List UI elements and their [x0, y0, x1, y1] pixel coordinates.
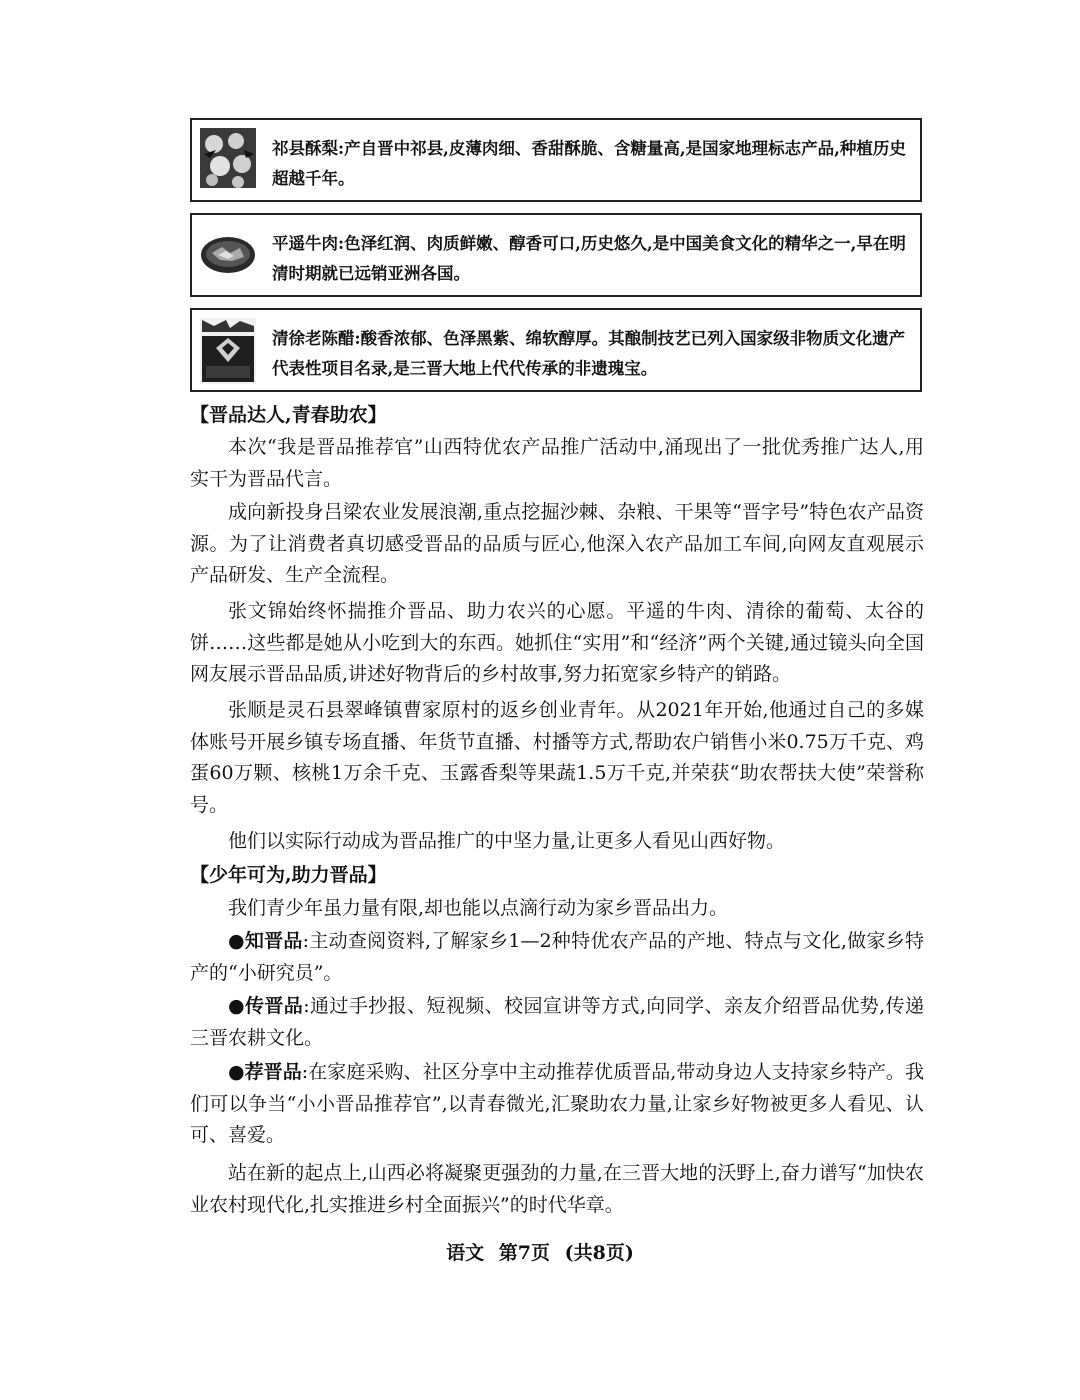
product-card-vinegar [190, 308, 922, 392]
list-item-know [190, 926, 924, 989]
list-item-recommend [190, 1057, 924, 1152]
list-item-lead: ●传晋品 [228, 995, 304, 1017]
section-heading-talent: 【晋品达人,青春助农】 [190, 404, 387, 426]
page-footer: 语文 第7页 (共8页) [446, 1242, 634, 1264]
beef-dish-photo [200, 223, 256, 283]
paragraph: 张文锦始终怀揣推介晋品、助力农兴的心愿。平遥的牛肉、清徐的葡萄、太谷的饼……这些都是她从小吃到大的东西。她抓住“实用”和“经济”两个关键,通过镜头向全国网友展示晋品品质,讲述好物背后的乡村故事,努力拓宽家乡特产的销路。 [190, 600, 924, 686]
product-text-pear: 祁县酥梨:产自晋中祁县,皮薄肉细、香甜酥脆、含糖量高,是国家地理标志产品,种植历史超越千年。 [272, 139, 906, 188]
product-text-vinegar: 清徐老陈醋:酸香浓郁、色泽黑紫、绵软醇厚。其酿制技艺已列入国家级非物质文化遗产代表性项目名录,是三晋大地上代代传承的非遗瑰宝。 [272, 329, 906, 378]
list-item-spread [190, 991, 924, 1054]
product-card-beef [190, 213, 922, 297]
product-text-beef: 平遥牛肉:色泽红润、肉质鲜嫩、醇香可口,历史悠久,是中国美食文化的精华之一,早在明清时期就已远销亚洲各国。 [272, 234, 906, 283]
list-item-text: :主动查阅资料,了解家乡1—2种特优农产品的产地、特点与文化,做家乡特产的“小研究员”。 [190, 930, 924, 984]
vinegar-jar-photo [200, 318, 256, 378]
paragraph: 张顺是灵石县翠峰镇曹家原村的返乡创业青年。从2021年开始,他通过自己的多媒体账号开展乡镇专场直播、年货节直播、村播等方式,帮助农户销售小米0.75万千克、鸡蛋60万颗、核桃1万余千克、玉露香梨等果蔬1.5万千克,并荣获“助农帮扶大使”荣誉称号。 [190, 699, 924, 817]
section-heading-youth: 【少年可为,助力晋品】 [190, 864, 387, 886]
paragraph: 我们青少年虽力量有限,却也能以点滴行动为家乡晋品出力。 [228, 897, 729, 919]
list-item-text: :在家庭采购、社区分享中主动推荐优质晋品,带动身边人支持家乡特产。我们可以争当“小小晋品推荐官”,以青春微光,汇聚助农力量,让家乡好物被更多人看见、认可、喜爱。 [190, 1061, 924, 1147]
closing-paragraph: 站在新的起点上,山西必将凝聚更强劲的力量,在三晋大地的沃野上,奋力谱写“加快农业农村现代化,扎实推进乡村全面振兴”的时代华章。 [190, 1162, 924, 1216]
list-item-text: :通过手抄报、短视频、校园宣讲等方式,向同学、亲友介绍晋品优势,传递三晋农耕文化。 [190, 995, 924, 1049]
pear-photo [200, 128, 256, 188]
paragraph: 成向新投身吕梁农业发展浪潮,重点挖掘沙棘、杂粮、干果等“晋字号”特色农产品资源。为了让消费者真切感受晋品的品质与匠心,他深入农产品加工车间,向网友直观展示产品研发、生产全流程。 [190, 501, 924, 587]
paragraph: 他们以实际行动成为晋品推广的中坚力量,让更多人看见山西好物。 [228, 830, 786, 852]
paragraph: 本次“我是晋品推荐官”山西特优农产品推广活动中,涌现出了一批优秀推广达人,用实干为晋品代言。 [190, 436, 924, 490]
list-item-lead: ●荐晋品 [228, 1061, 302, 1083]
product-card-pear [190, 118, 922, 202]
list-item-lead: ●知晋品 [228, 930, 303, 952]
